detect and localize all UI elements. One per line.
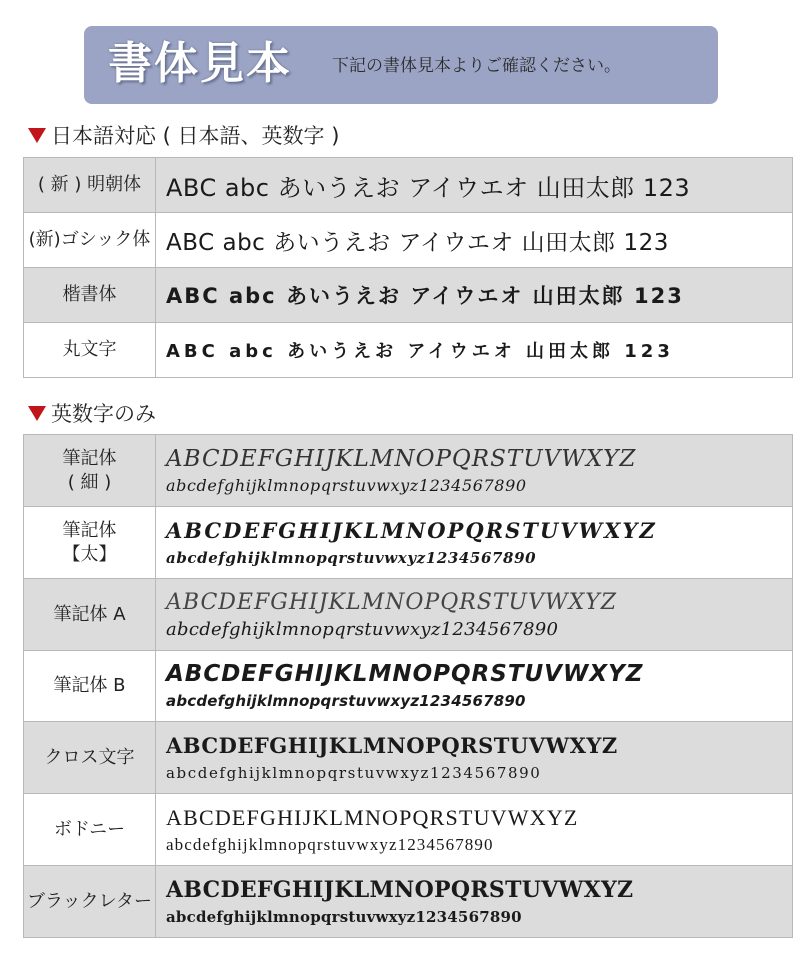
font-sample-upper: ABCDEFGHIJKLMNOPQRSTUVWXYZ	[166, 517, 657, 543]
page-subtitle: 下記の書体見本よりご確認ください。	[332, 56, 621, 76]
font-name	[24, 435, 156, 507]
font-name: 筆記体 B	[24, 651, 156, 722]
font-sample-upper: ABCDEFGHIJKLMNOPQRSTUVWXYZ	[166, 589, 618, 615]
font-name: 丸文字	[24, 323, 156, 378]
section-heading-label: 英数字のみ	[51, 402, 156, 426]
font-name-line: 筆記体	[62, 447, 117, 469]
font-sample-upper: ABCDEFGHIJKLMNOPQRSTUVWXYZ	[166, 732, 618, 758]
section-heading-label: 日本語対応 ( 日本語、英数字 )	[51, 124, 340, 148]
font-row-blackletter	[24, 866, 793, 938]
font-sample-lower: abcdefghijklmnopqrstuvwxyz1234567890	[166, 618, 559, 640]
title-banner	[84, 26, 718, 104]
font-name: クロス文字	[24, 722, 156, 794]
font-sample: ABC abc あいうえお アイウエオ 山田太郎 123	[166, 173, 691, 202]
font-row-hikkitai-bold	[24, 507, 793, 579]
japanese-font-table	[23, 157, 793, 378]
font-sample-upper: ABCDEFGHIJKLMNOPQRSTUVWXYZ	[166, 804, 579, 830]
font-sample-lower: abcdefghijklmnopqrstuvwxyz1234567890	[166, 548, 537, 567]
font-row-shin-gothic	[24, 213, 793, 268]
font-sample: ABC abc あいうえお アイウエオ 山田太郎 123	[166, 229, 669, 256]
font-row-maru-moji	[24, 323, 793, 378]
font-sample: ABC abc あいうえお アイウエオ 山田太郎 123	[166, 284, 684, 308]
font-name: (新)ゴシック体	[24, 213, 156, 268]
font-sample-upper: ABCDEFGHIJKLMNOPQRSTUVWXYZ	[166, 876, 634, 903]
font-row-bodoni	[24, 794, 793, 866]
font-name	[24, 507, 156, 579]
font-sample-lower: abcdefghijklmnopqrstuvwxyz1234567890	[166, 692, 526, 710]
font-name: 楷書体	[24, 268, 156, 323]
section-heading-japanese	[28, 122, 339, 150]
font-row-hikkitai-a	[24, 579, 793, 651]
font-name-line: 筆記体	[62, 519, 117, 541]
font-row-hikkitai-b	[24, 651, 793, 722]
font-name: 筆記体 A	[24, 579, 156, 651]
font-sample-lower: abcdefghijklmnopqrstuvwxyz1234567890	[166, 907, 522, 926]
font-sample-upper: ABCDEFGHIJKLMNOPQRSTUVWXYZ	[166, 661, 644, 687]
font-row-kaisho	[24, 268, 793, 323]
triangle-marker-icon	[28, 406, 46, 421]
font-name-line: 【太】	[62, 543, 117, 565]
font-name-line: ( 細 )	[67, 471, 112, 493]
font-sample-upper: ABCDEFGHIJKLMNOPQRSTUVWXYZ	[166, 445, 637, 472]
font-sample-lower: abcdefghijklmnopqrstuvwxyz1234567890	[166, 834, 494, 854]
section-heading-alphanumeric	[28, 400, 156, 428]
font-row-hikkitai-thin	[24, 435, 793, 507]
font-row-cross-moji	[24, 722, 793, 794]
alphanumeric-font-table	[23, 434, 793, 938]
font-sample-lower: abcdefghijklmnopqrstuvwxyz1234567890	[166, 763, 542, 782]
font-sample: ABC abc あいうえお アイウエオ 山田太郎 123	[166, 341, 674, 362]
font-name: ブラックレター	[24, 866, 156, 938]
font-name: ( 新 ) 明朝体	[24, 158, 156, 213]
font-name: ボドニー	[24, 794, 156, 866]
page-title: 書体見本	[108, 38, 292, 89]
font-row-shin-mincho	[24, 158, 793, 213]
triangle-marker-icon	[28, 128, 46, 143]
font-sample-lower: abcdefghijklmnopqrstuvwxyz1234567890	[166, 475, 527, 495]
